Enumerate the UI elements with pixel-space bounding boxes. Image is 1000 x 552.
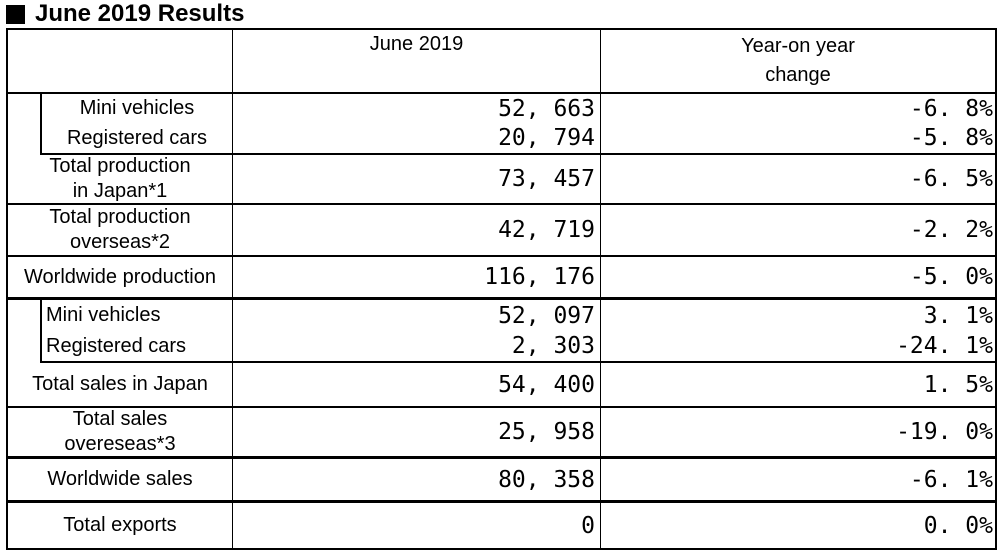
row-label-total-sales-japan: Total sales in Japan	[32, 373, 208, 395]
row-label-worldwide-production: Worldwide production	[24, 265, 216, 288]
row-label-worldwide-sales: Worldwide sales	[47, 468, 193, 490]
table-border-bottom	[6, 548, 997, 550]
square-bullet-icon	[6, 5, 25, 24]
change-mini-vehicles-production: -6. 8%	[909, 95, 993, 122]
row-label-registered-cars-production: Registered cars	[66, 126, 208, 149]
row-label-total-production-japan: Total production in Japan*1	[49, 155, 191, 202]
value-total-sales-overseas: 25, 958	[498, 419, 595, 445]
row-label-total-sales-overseas: Total sales overeseas*3	[64, 408, 176, 455]
value-worldwide-sales: 80, 358	[498, 466, 595, 493]
change-registered-cars-sales: -24. 1%	[896, 333, 993, 359]
change-worldwide-production: -5. 0%	[909, 264, 993, 290]
change-total-sales-overseas: -19. 0%	[896, 419, 993, 445]
page-title	[6, 0, 244, 28]
change-total-sales-japan: 1. 5%	[923, 371, 993, 398]
value-mini-vehicles-sales: 52, 097	[498, 302, 595, 329]
value-total-production-overseas: 42, 719	[498, 217, 595, 243]
sales-sub-divider	[40, 298, 42, 363]
value-total-exports: 0	[581, 512, 595, 539]
row-label-registered-cars-sales: Registered cars	[46, 334, 187, 357]
value-total-production-japan: 73, 457	[498, 166, 595, 192]
header-change: Year-on year change	[741, 35, 855, 86]
row-label-mini-vehicles-sales: Mini vehicles	[46, 304, 161, 326]
change-worldwide-sales: -6. 1%	[909, 466, 993, 493]
change-total-exports: 0. 0%	[923, 512, 993, 539]
value-registered-cars-production: 20, 794	[498, 125, 595, 151]
value-total-sales-japan: 54, 400	[498, 371, 595, 398]
page-title-text: June 2019 Results	[35, 0, 245, 27]
change-registered-cars-production: -5. 8%	[909, 125, 993, 151]
table-border-right	[995, 28, 997, 550]
change-mini-vehicles-sales: 3. 1%	[923, 302, 993, 329]
value-mini-vehicles-production: 52, 663	[498, 95, 595, 122]
header-month: June 2019	[369, 33, 464, 55]
change-total-production-japan: -6. 5%	[909, 166, 993, 192]
row-label-mini-vehicles-production: Mini vehicles	[79, 97, 195, 119]
change-total-production-overseas: -2. 2%	[909, 217, 993, 243]
value-worldwide-production: 116, 176	[484, 264, 595, 290]
value-registered-cars-sales: 2, 303	[511, 333, 595, 359]
row-label-total-exports: Total exports	[63, 514, 177, 536]
row-label-total-production-overseas: Total production overseas*2	[49, 206, 191, 253]
